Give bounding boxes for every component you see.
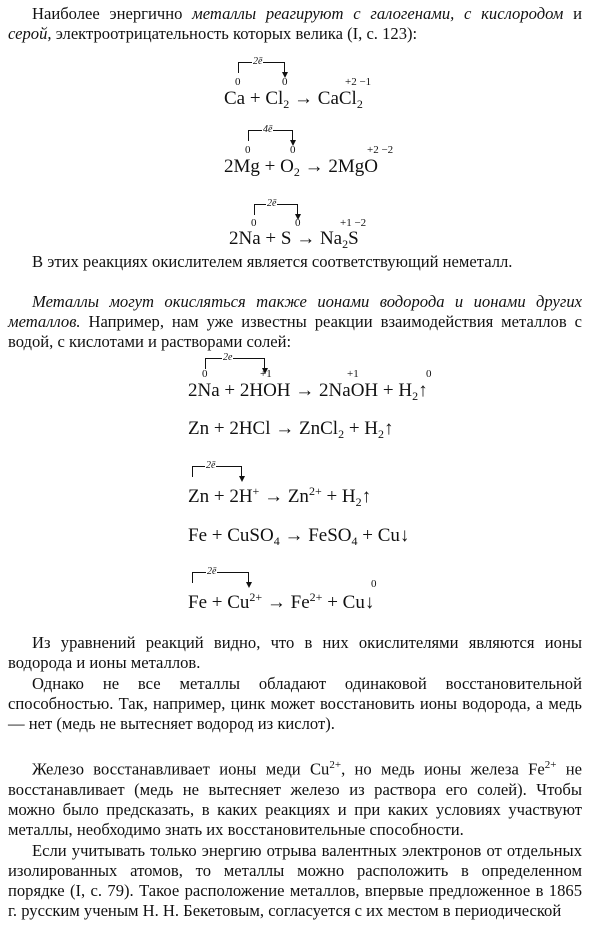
- electron-count: 4ē: [263, 124, 273, 135]
- paragraph-iron-copper: Железо восстанавливает ионы меди $Cu^{2+}$, но медь ионы железа $Fe^{2+}$ не восстанавливает (медь не вытесняет железо из раствора его солей). Чтобы можно было предсказать, в каких реакциях и при каких условиях участвуют металлы, необходимо знать их восстановительные способности.: [8, 759, 582, 839]
- paragraph-oxidizer: В этих реакциях окислителем является соответствующий неметалл.: [32, 252, 513, 271]
- electron-count: 2ē: [253, 56, 263, 67]
- paragraph-halogens: Наиболее энергично металлы реагируют с галогенами, с кислородом и серой, электроотрицательность которых велика (I, с. 123):: [8, 4, 582, 43]
- textbook-page: Наиболее энергично металлы реагируют с галогенами, с кислородом и серой, электроотрицательность которых велика (I, с. 123): 2ē 0 0 +2 −1 $Ca + Cl_2$ → CaCl$_2$ 4ē 0 0 +2 −2 $2Mg + O_2 \to 2MgO$ 2ē 0 0 +1 −2 $2Na + S \to Na_2S$ В этих реакциях окислителем является соответствующий неметалл. Металлы могут окисляться также ионами водорода и ионами других металлов. Например, нам уже известны реакции взаимодействия металлов с водой, с кислотами и растворами солей: 2e 0 +1 +1 0 2Na + 2HOH → 2NaOH + $H_2↑$ Zn + 2HCl → ZnCl$_2$ + $H_2↑$ 2ē $Zn + 2H^+ \to Zn^{2+}$ + $H_2↑$ Fe + CuSO$_4$ → FeSO$_4$ + Cu↓ 2ē 0 $Fe + Cu^{2+} \to Fe^{2+}$ + Cu↓ Из уравнений реакций видно, что в них окислителями являются ионы водорода и ионы металлов. Однако не все металлы обладают одинаковой восстановительной способностью. Так, например, цинк может восстановить ионы водорода, а медь — нет (медь не вытесняет водород из кислот). Железо восстанавливает ионы меди $Cu^{2+}$, но медь ионы железа $Fe^{2+}$ не восстанавливает (медь не вытесняет железо из раствора его солей). Чтобы можно было предсказать, в каких реакциях и при каких условиях участвуют металлы, необходимо знать их восстановительные способности. Если учитывать только энергию отрыва валентных электронов от отдельных изолированных атомов, то металлы можно расположить в определенном порядке (I, с. 79). Такое расположение металлов, впервые предложенное в 1865 г. русским ученым Н. Н. Бекетовым, согласуется с их местом в периодической: [8, 4, 582, 920]
- paragraph-beketov: Если учитывать только энергию отрыва валентных электронов от отдельных изолированных атомов, то металлы можно расположить в определенном порядке (I, с. 79). Такое расположение металлов, впервые предложенное в 1865 г. русским ученым Н. Н. Бекетовым, согласуется с их местом в периодической: [8, 841, 582, 920]
- electron-count: 2ē: [207, 566, 217, 577]
- paragraph-hydrogen-ions: Металлы могут окисляться также ионами водорода и ионами других металлов. Например, нам уже известны реакции взаимодействия металлов с водой, с кислотами и растворами солей:: [8, 292, 582, 351]
- paragraph-conclusion: Из уравнений реакций видно, что в них окислителями являются ионы водорода и ионы металлов.: [8, 633, 582, 672]
- electron-count: 2e: [223, 352, 233, 363]
- paragraph-reducing-ability: Однако не все металлы обладают одинаковой восстановительной способностью. Так, например, цинк может восстановить ионы водорода, а медь — нет (медь не вытесняет водород из кислот).: [8, 674, 582, 733]
- electron-count: 2ē: [267, 198, 277, 209]
- electron-count: 2ē: [206, 460, 216, 471]
